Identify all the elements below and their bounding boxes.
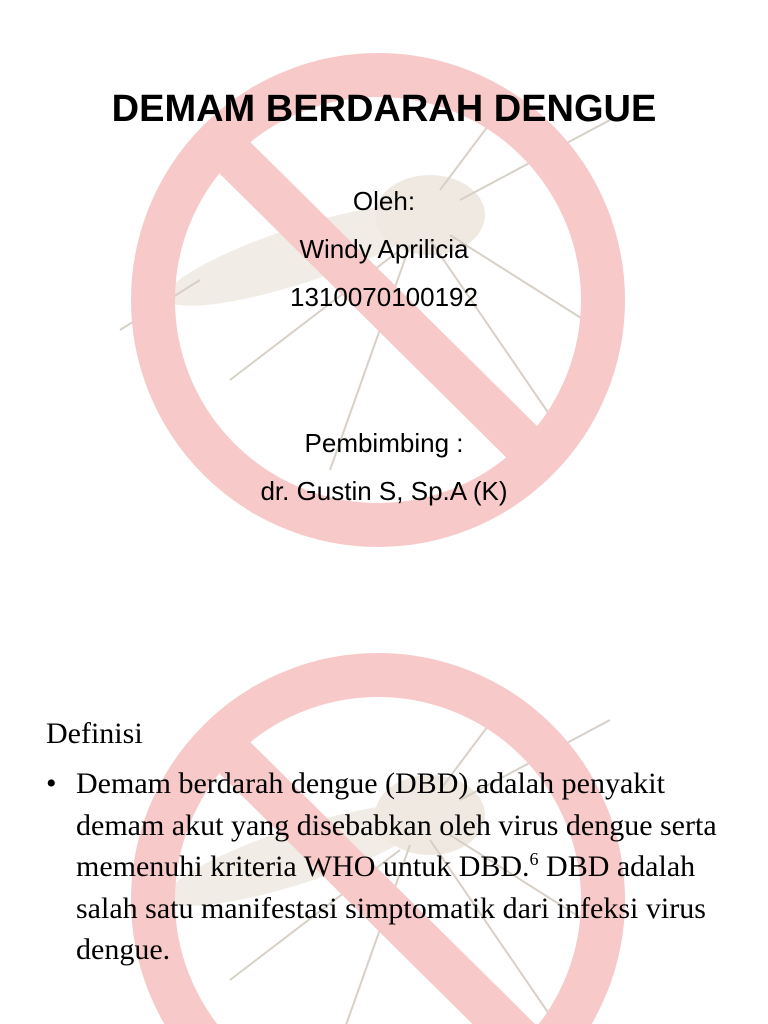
citation-superscript: 6 xyxy=(529,849,539,869)
bullet-text-part2: DBD adalah salah satu manifestasi simptomatik dari infeksi virus dengue. xyxy=(76,850,706,966)
advisor-name: dr. Gustin S, Sp.A (K) xyxy=(260,476,508,506)
definition-bullet xyxy=(46,763,736,971)
bullet-marker: • xyxy=(46,767,57,800)
definition-slide xyxy=(0,600,768,1024)
bullet-text xyxy=(76,763,736,971)
slide-separator xyxy=(0,576,768,600)
advisor-label: Pembimbing : xyxy=(304,428,464,458)
author-label: Oleh: xyxy=(352,186,416,216)
author-name: Windy Aprilicia xyxy=(299,234,469,264)
author-id: 1310070100192 xyxy=(290,282,478,312)
section-heading: Definisi xyxy=(46,717,143,750)
page-title: DEMAM BERDARAH DENGUE xyxy=(111,88,657,130)
bullet-text-part1: Demam berdarah dengue (DBD) adalah penyakit demam akut yang disebabkan oleh virus dengue serta memenuhi kriteria WHO untuk DBD. xyxy=(76,767,717,883)
